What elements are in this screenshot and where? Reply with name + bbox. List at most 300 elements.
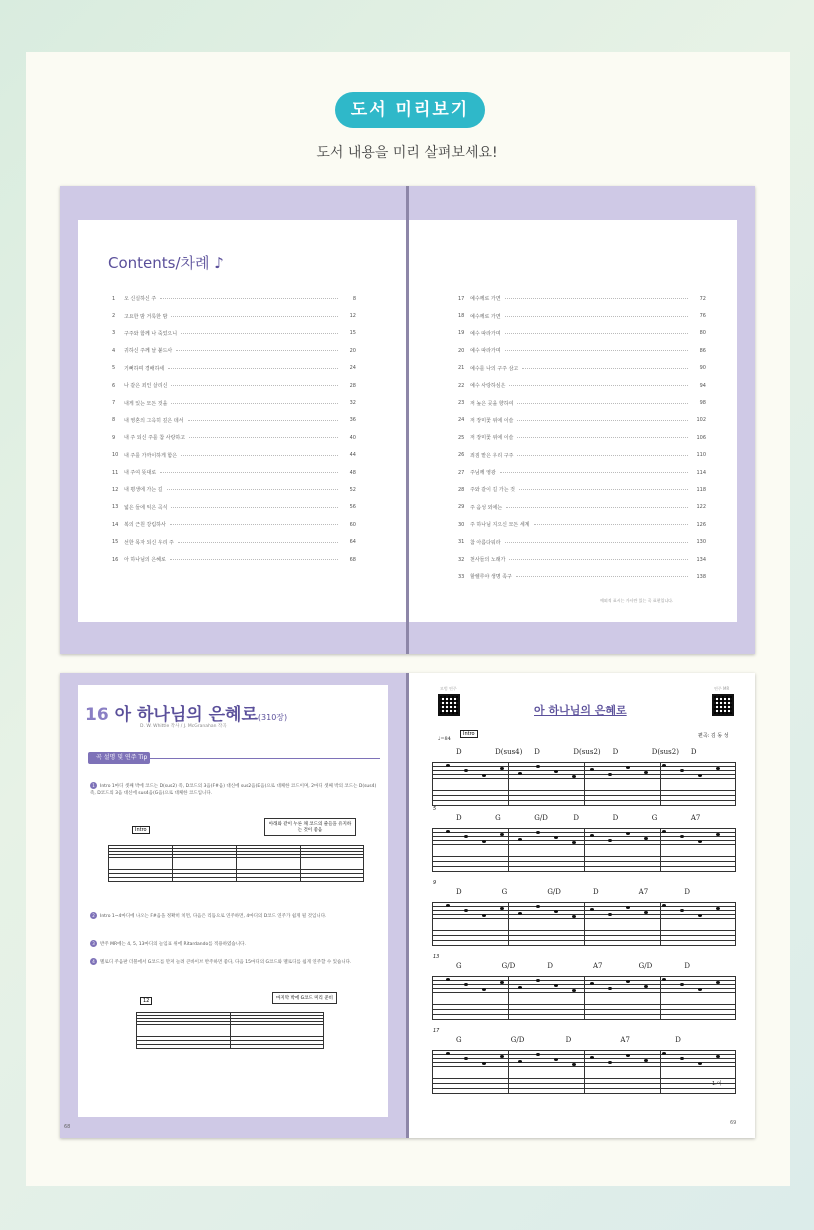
- contents-item[interactable]: [458, 290, 706, 307]
- chord-symbol: D: [612, 814, 619, 822]
- contents-item-page: 106: [696, 434, 706, 441]
- contents-leader-dots: [181, 455, 338, 456]
- contents-item[interactable]: [112, 325, 356, 342]
- chord-symbol: D: [547, 962, 553, 970]
- tip-paragraph-2: 2 Intro 1~4마디에 나오는 F#음을 정확히 치면, 다음은 리듬으로 연주하면, 4마디의 D코드 연주가 쉽게 될 것입니다.: [90, 912, 380, 920]
- chord-symbol: D: [456, 814, 462, 822]
- chord-symbol: G/D: [501, 962, 516, 970]
- contents-leader-dots: [168, 368, 338, 369]
- contents-item-number: 18: [458, 313, 465, 320]
- contents-item-page: 138: [696, 573, 706, 580]
- contents-title: Contents/차례 ♪: [108, 254, 224, 272]
- chord-symbol: G: [651, 814, 658, 822]
- score-note: [662, 904, 666, 907]
- score-note: [518, 1060, 522, 1063]
- score-note: [662, 830, 666, 833]
- contents-item-page: 60: [349, 521, 356, 528]
- score-note: [482, 840, 486, 843]
- contents-item-page: 134: [696, 556, 706, 563]
- contents-item-title: 저 장미꽃 위에 이슬: [470, 417, 514, 424]
- book-gutter-bottom: [406, 673, 409, 1138]
- contents-item-page: 130: [696, 539, 706, 546]
- contents-item-title: 주 음성 외에는: [470, 504, 503, 511]
- chord-symbol: A7: [620, 1036, 630, 1044]
- contents-item-number: 12: [112, 486, 119, 493]
- contents-item-number: 11: [112, 469, 119, 476]
- score-note: [608, 1061, 612, 1064]
- score-note: [644, 837, 648, 840]
- contents-item[interactable]: [112, 516, 356, 533]
- score-note: [446, 904, 450, 907]
- score-note: [644, 985, 648, 988]
- right-page-number: 69: [730, 1120, 737, 1126]
- contents-item-page: 122: [696, 504, 706, 511]
- chord-symbol: G: [456, 962, 462, 970]
- score-note: [590, 1056, 594, 1059]
- contents-leader-dots: [170, 524, 338, 525]
- contents-item-number: 24: [458, 417, 465, 424]
- contents-item-title: 예수를 나의 구주 삼고: [470, 365, 519, 372]
- contents-leader-dots: [509, 559, 688, 560]
- score-note: [680, 1057, 684, 1060]
- contents-leader-dots: [509, 385, 688, 386]
- contents-item-number: 21: [458, 365, 465, 372]
- contents-item[interactable]: [458, 342, 706, 359]
- chord-symbol: D: [684, 962, 690, 970]
- contents-item-number: 19: [458, 330, 465, 337]
- ending-label: 1.이: [712, 1081, 722, 1087]
- score-note: [500, 981, 504, 984]
- contents-item-title: 주와 같이 길 가는 것: [470, 487, 515, 494]
- contents-item[interactable]: [112, 551, 356, 568]
- contents-item[interactable]: [458, 481, 706, 498]
- contents-item-number: 13: [112, 504, 119, 511]
- song-heading: [85, 700, 287, 725]
- example-staff-1: [108, 845, 364, 893]
- score-title: 아 하나님의 은혜로: [534, 704, 627, 717]
- contents-item-number: 3: [112, 330, 116, 337]
- score-note: [572, 841, 576, 844]
- score-note: [644, 911, 648, 914]
- contents-item-page: 72: [699, 295, 706, 302]
- contents-item-title: 내 주를 가까이하게 함은: [124, 452, 178, 459]
- contents-item-number: 32: [458, 556, 465, 563]
- hymn-number: (310장): [257, 713, 288, 722]
- chord-symbol: D(sus2): [651, 748, 679, 756]
- score-system: [432, 828, 736, 878]
- contents-item[interactable]: [112, 290, 356, 307]
- chord-symbol: D: [456, 748, 462, 756]
- contents-item[interactable]: [112, 342, 356, 359]
- measure-number: 17: [433, 1028, 440, 1034]
- tip-paragraph-4: 4 멜로디 주음판 더블에서 G코드를 만져 늘려 큰바이브 반주하면 좋다, 다음 15마디의 G코드와 멜로디를 쉽게 연주할 수 있습니다.: [90, 958, 380, 966]
- contents-item-page: 118: [696, 486, 706, 493]
- qr-code-mr[interactable]: [712, 694, 734, 716]
- contents-item-page: 20: [349, 347, 356, 354]
- contents-item[interactable]: [458, 533, 706, 550]
- contents-list-left: [112, 290, 356, 568]
- contents-item-title: 귀하신 주께 날 붙드사: [124, 348, 173, 355]
- score-note: [608, 773, 612, 776]
- chord-symbol: D: [612, 748, 619, 756]
- score-note: [446, 764, 450, 767]
- contents-item-page: 52: [349, 486, 356, 493]
- score-note: [608, 987, 612, 990]
- contents-leader-dots: [181, 333, 338, 334]
- contents-leader-dots: [171, 507, 338, 508]
- contents-item-number: 25: [458, 434, 465, 441]
- score-system: [432, 762, 736, 812]
- contents-item-title: 예수 사랑하심은: [470, 383, 506, 390]
- score-note: [482, 774, 486, 777]
- score-note: [446, 830, 450, 833]
- score-note: [536, 765, 540, 768]
- score-note: [626, 766, 630, 769]
- contents-item[interactable]: [458, 377, 706, 394]
- contents-item[interactable]: [112, 377, 356, 394]
- score-note: [698, 914, 702, 917]
- qr-code-performance[interactable]: [438, 694, 460, 716]
- contents-item-title: 넓은 들에 익은 곡식: [124, 504, 168, 511]
- score-note: [716, 907, 720, 910]
- contents-item-title: 오 신실하신 주: [124, 296, 157, 303]
- contents-leader-dots: [160, 472, 338, 473]
- contents-item[interactable]: [458, 464, 706, 481]
- contents-item-page: 114: [696, 469, 706, 476]
- contents-item-title: 아 하나님의 은혜로: [124, 557, 166, 564]
- song-credit: D. W. Whittle 작사 / J. McGranahan 작곡: [140, 724, 227, 729]
- contents-item-number: 30: [458, 521, 465, 528]
- contents-item-title: 주 하나님 지으신 모든 세계: [470, 522, 530, 529]
- tempo-mark: ♩=84: [438, 736, 451, 742]
- score-note: [716, 833, 720, 836]
- score-note: [518, 912, 522, 915]
- contents-item-number: 31: [458, 539, 465, 546]
- score-system: [432, 902, 736, 952]
- score-note: [590, 982, 594, 985]
- chord-symbol: D: [534, 748, 540, 756]
- contents-item[interactable]: [112, 412, 356, 429]
- contents-item[interactable]: [458, 516, 706, 533]
- contents-item-title: 내 평생에 가는 길: [124, 487, 163, 494]
- measure-number: 9: [433, 880, 437, 886]
- contents-leader-dots: [517, 437, 688, 438]
- contents-item[interactable]: [112, 481, 356, 498]
- contents-item-page: 36: [349, 417, 356, 424]
- contents-leader-dots: [505, 350, 688, 351]
- contents-item-title: 고요한 밤 거룩한 밤: [124, 313, 168, 320]
- chord-symbol: D: [573, 814, 580, 822]
- score-note: [590, 908, 594, 911]
- chord-symbol: D: [675, 1036, 681, 1044]
- contents-item-page: 98: [699, 400, 706, 407]
- contents-item-title: 저 장미꽃 위에 이슬: [470, 435, 514, 442]
- song-number: 16: [85, 705, 109, 725]
- contents-item-title: 죄짐 맡은 우리 구주: [470, 452, 514, 459]
- score-note: [536, 979, 540, 982]
- contents-item-number: 9: [112, 434, 116, 441]
- contents-item[interactable]: [458, 429, 706, 446]
- contents-leader-dots: [516, 576, 688, 577]
- score-note: [482, 988, 486, 991]
- contents-item-number: 20: [458, 347, 465, 354]
- contents-leader-dots: [519, 489, 688, 490]
- score-note: [518, 838, 522, 841]
- contents-item[interactable]: [112, 429, 356, 446]
- contents-item[interactable]: [458, 568, 706, 585]
- contents-item-page: 15: [349, 330, 356, 337]
- contents-item-page: 86: [699, 347, 706, 354]
- score-system: [432, 1050, 736, 1100]
- measure-12-label: 12: [140, 997, 152, 1005]
- contents-item-number: 27: [458, 469, 465, 476]
- contents-item-title: 선한 목자 되신 우리 주: [124, 539, 174, 546]
- box-note-1: 아래와 같이 누른 채 코드의 줄들을 유지하는 것이 좋음: [264, 818, 356, 836]
- score-note: [608, 839, 612, 842]
- score-note: [662, 1052, 666, 1055]
- contents-item-page: 110: [696, 452, 706, 459]
- score-note: [590, 768, 594, 771]
- measure-number: 13: [433, 954, 440, 960]
- measure-number: 5: [433, 806, 437, 812]
- contents-item-number: 1: [112, 295, 116, 302]
- contents-item-number: 4: [112, 347, 116, 354]
- contents-item-title: 구주와 함께 나 죽었으니: [124, 330, 178, 337]
- contents-item[interactable]: [458, 325, 706, 342]
- contents-leader-dots: [517, 420, 688, 421]
- tip-paragraph-1: 1 Intro 1마디 셋째 박에 코드는 D(sus2) 즉, D코드의 3음(F#음) 대신에 sus2음(E음)으로 대체한 코드이며, 2마디 셋째 박의 코드는 D(sus4) 즉, D코드의 3음 대신에 sus4음(G음)으로 대체한 코드입니다.: [90, 783, 377, 796]
- contents-item-number: 2: [112, 313, 116, 320]
- chord-symbol: D(sus2): [573, 748, 601, 756]
- contents-leader-dots: [500, 472, 688, 473]
- score-note: [662, 978, 666, 981]
- contents-item-page: 44: [349, 452, 356, 459]
- example-staff-2: [136, 1012, 324, 1060]
- contents-leader-dots: [160, 298, 338, 299]
- score-note: [464, 909, 468, 912]
- contents-leader-dots: [176, 350, 338, 351]
- contents-item-title: 참 아름다워라: [470, 539, 501, 546]
- score-note: [590, 834, 594, 837]
- contents-item-page: 94: [699, 382, 706, 389]
- contents-item-page: 28: [349, 382, 356, 389]
- contents-item[interactable]: [458, 499, 706, 516]
- qr-label-mr: 연주 MR: [714, 686, 730, 691]
- contents-item-title: 내 영혼의 그윽히 깊은 데서: [124, 417, 184, 424]
- contents-item-number: 23: [458, 400, 465, 407]
- contents-item-number: 28: [458, 486, 465, 493]
- contents-list-right: [458, 290, 706, 586]
- song-title: 아 하나님의 은혜로: [114, 705, 258, 725]
- contents-item-page: 12: [349, 313, 356, 320]
- contents-item-page: 64: [349, 539, 356, 546]
- score-note: [680, 769, 684, 772]
- contents-item-page: 48: [349, 469, 356, 476]
- contents-item-title: 주님께 영광: [470, 470, 496, 477]
- contents-leader-dots: [506, 507, 688, 508]
- score-note: [482, 914, 486, 917]
- score-note: [500, 1055, 504, 1058]
- contents-item-number: 33: [458, 573, 465, 580]
- contents-item-page: 56: [349, 504, 356, 511]
- contents-item-page: 40: [349, 434, 356, 441]
- contents-item-title: 나 같은 죄인 살리신: [124, 383, 168, 390]
- score-note: [572, 1063, 576, 1066]
- score-note: [644, 1059, 648, 1062]
- contents-leader-dots: [188, 420, 339, 421]
- contents-item-number: 22: [458, 382, 465, 389]
- chord-symbol: D: [565, 1036, 572, 1044]
- contents-leader-dots: [167, 489, 338, 490]
- score-note: [500, 767, 504, 770]
- score-note: [626, 980, 630, 983]
- contents-item[interactable]: [458, 394, 706, 411]
- score-system: [432, 976, 736, 1026]
- contents-item-title: 내 주여 뜻대로: [124, 470, 157, 477]
- contents-item-number: 7: [112, 400, 116, 407]
- chord-symbol: D: [690, 748, 697, 756]
- tip-divider: [150, 758, 380, 759]
- contents-item-page: 8: [352, 295, 356, 302]
- contents-leader-dots: [517, 403, 688, 404]
- contents-item-title: 예수 따라가며: [470, 348, 501, 355]
- chord-symbol: G: [495, 814, 501, 822]
- contents-item[interactable]: [458, 551, 706, 568]
- score-note: [644, 771, 648, 774]
- contents-leader-dots: [534, 524, 689, 525]
- contents-item-number: 29: [458, 504, 465, 511]
- score-note: [518, 986, 522, 989]
- contents-item[interactable]: [112, 360, 356, 377]
- contents-note: 예외적 표시는 가사만 있는 곡 표현입니다.: [600, 598, 674, 603]
- contents-item-number: 6: [112, 382, 116, 389]
- score-note: [626, 906, 630, 909]
- preview-subtitle: 도서 내용을 미리 살펴보세요!: [316, 145, 498, 161]
- contents-item[interactable]: [458, 447, 706, 464]
- contents-leader-dots: [189, 437, 338, 438]
- contents-item-number: 14: [112, 521, 119, 528]
- contents-item-title: 예수 따라가며: [470, 330, 501, 337]
- contents-item-title: 내 주 되신 주를 참 사랑하고: [124, 435, 186, 442]
- contents-leader-dots: [171, 316, 338, 317]
- contents-item-page: 80: [699, 330, 706, 337]
- contents-item-number: 8: [112, 417, 116, 424]
- contents-item-page: 90: [699, 365, 706, 372]
- score-note: [536, 905, 540, 908]
- contents-item[interactable]: [458, 412, 706, 429]
- score-note: [626, 1054, 630, 1057]
- chord-symbol: D: [593, 888, 599, 896]
- book-gutter: [406, 186, 409, 654]
- preview-banner: 도서 미리보기: [335, 92, 485, 128]
- chord-symbol: G/D: [638, 962, 653, 970]
- contents-leader-dots: [505, 333, 688, 334]
- box-note-2: 마지막 박에 G코드 미리 준비: [272, 992, 337, 1004]
- contents-item-number: 17: [458, 295, 465, 302]
- score-note: [680, 835, 684, 838]
- contents-item-page: 76: [699, 313, 706, 320]
- contents-item[interactable]: [112, 394, 356, 411]
- score-note: [554, 910, 558, 913]
- score-note: [572, 915, 576, 918]
- tip-paragraph-3: 3 반주 MR에는 4, 5, 13마디의 늘임표 위에 Ritardando를 적용하였습니다.: [90, 940, 380, 948]
- contents-leader-dots: [171, 385, 338, 386]
- contents-item-number: 16: [112, 556, 119, 563]
- contents-item[interactable]: [458, 307, 706, 324]
- score-note: [464, 835, 468, 838]
- tip-label: 곡 설명 및 연주 Tip: [88, 752, 150, 764]
- contents-leader-dots: [505, 298, 688, 299]
- contents-item-number: 5: [112, 365, 116, 372]
- contents-item[interactable]: [112, 307, 356, 324]
- contents-leader-dots: [171, 403, 338, 404]
- contents-leader-dots: [505, 542, 688, 543]
- contents-item-title: 복의 근원 강림하사: [124, 522, 166, 529]
- chord-symbol: G/D: [510, 1036, 525, 1044]
- contents-leader-dots: [505, 316, 688, 317]
- contents-item[interactable]: [458, 360, 706, 377]
- score-note: [500, 907, 504, 910]
- contents-item-page: 24: [349, 365, 356, 372]
- score-note: [698, 840, 702, 843]
- chord-symbol: A7: [690, 814, 701, 822]
- contents-leader-dots: [522, 368, 688, 369]
- score-note: [464, 769, 468, 772]
- contents-item-page: 68: [349, 556, 356, 563]
- contents-item[interactable]: [112, 464, 356, 481]
- chord-symbol: A7: [638, 888, 649, 896]
- score-note: [446, 1052, 450, 1055]
- score-note: [554, 770, 558, 773]
- score-note: [554, 1058, 558, 1061]
- score-note: [716, 767, 720, 770]
- contents-item-title: 예수께로 가면: [470, 313, 501, 320]
- score-note: [680, 909, 684, 912]
- score-note: [626, 832, 630, 835]
- score-note: [698, 774, 702, 777]
- left-page-number: 68: [64, 1124, 71, 1130]
- score-note: [518, 772, 522, 775]
- contents-item-page: 32: [349, 400, 356, 407]
- score-note: [698, 1062, 702, 1065]
- score-note: [446, 978, 450, 981]
- score-note: [608, 913, 612, 916]
- qr-label-performance: 모범 연주: [440, 686, 457, 691]
- contents-item[interactable]: [112, 447, 356, 464]
- intro-label-score: Intro: [460, 730, 478, 738]
- contents-leader-dots: [170, 559, 338, 560]
- contents-item[interactable]: [112, 499, 356, 516]
- score-note: [698, 988, 702, 991]
- chord-symbol: G: [501, 888, 508, 896]
- score-note: [500, 833, 504, 836]
- chord-symbol: D(sus4): [495, 748, 523, 756]
- contents-item[interactable]: [112, 533, 356, 550]
- chord-symbol: D: [456, 888, 462, 896]
- score-note: [572, 775, 576, 778]
- contents-item-number: 26: [458, 452, 465, 459]
- contents-item-title: 기뻐하며 경배하세: [124, 365, 165, 372]
- contents-item-page: 102: [696, 417, 706, 424]
- chord-symbol: G/D: [547, 888, 561, 896]
- score-note: [536, 1053, 540, 1056]
- contents-item-title: 천사들의 노래가: [470, 557, 506, 564]
- arranger: 편곡: 김 동 성: [698, 733, 729, 739]
- contents-item-page: 126: [696, 521, 706, 528]
- score-note: [572, 989, 576, 992]
- contents-item-title: 저 높은 곳을 향하여: [470, 400, 514, 407]
- contents-leader-dots: [178, 542, 338, 543]
